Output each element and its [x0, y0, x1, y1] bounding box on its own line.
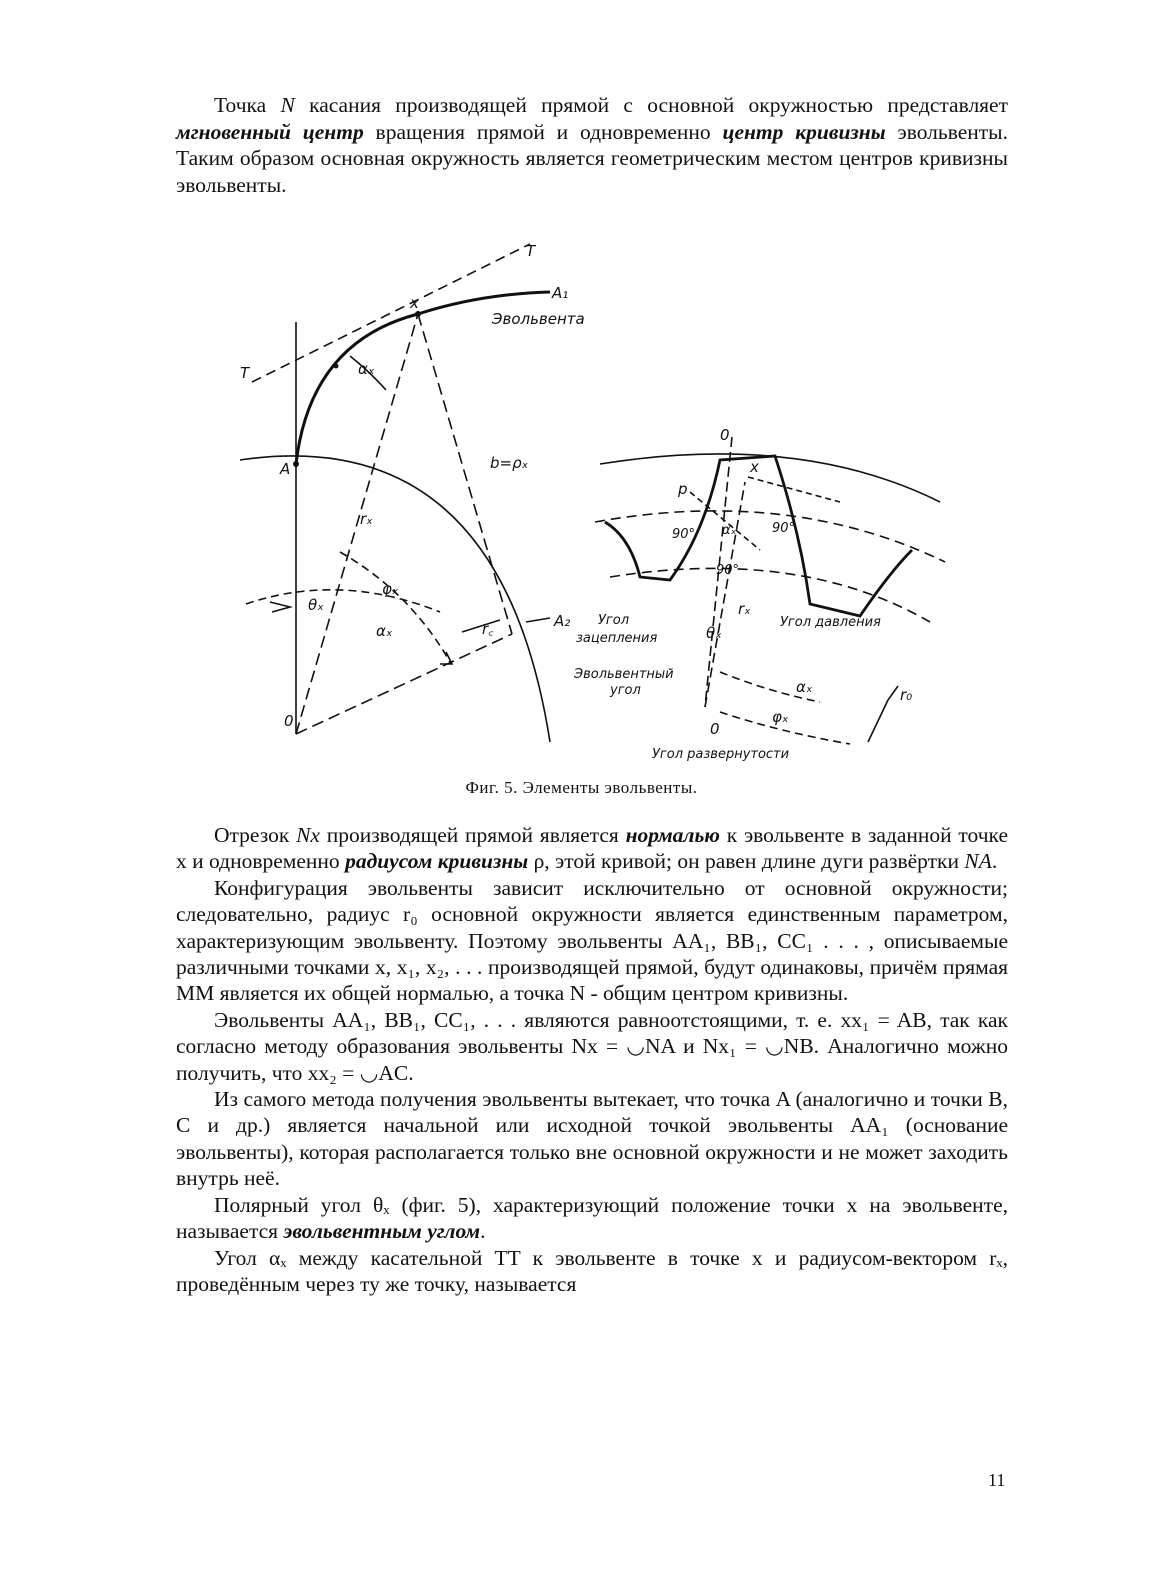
- intro-paragraph: Точка N касания производящей прямой с основной окружностью представляет мгновенный центр вращения прямой и одновременно центр кривизны эвольвенты. Таким образом основная окружность является геометрическим местом центров кривизны эвольвенты.: [176, 93, 1009, 197]
- pitch-circle-arc: [595, 511, 945, 562]
- label-alpha-x-low: αₓ: [796, 678, 813, 696]
- label-phi-x-left: φₓ: [382, 580, 399, 598]
- a2-leader: [526, 618, 550, 622]
- label-x-right: x: [750, 458, 759, 476]
- label-x-left: x: [410, 294, 419, 312]
- page-number: 11: [988, 1470, 1006, 1490]
- label-evolvent: Эвольвента: [492, 310, 585, 328]
- label-alpha-x-top: αₓ: [358, 360, 375, 378]
- label-a2: A₂: [554, 612, 571, 630]
- involute-figure: [200, 232, 980, 777]
- label-b-rho: b=ρₓ: [490, 454, 529, 472]
- label-evolvent-angle-2: угол: [610, 683, 641, 698]
- phi-arc: [340, 552, 450, 662]
- normal-line: [418, 314, 512, 634]
- label-90-b: 90°: [772, 521, 796, 536]
- label-rx-right: rₓ: [738, 600, 751, 618]
- paragraph-origin: Из самого метода получения эвольвенты вытекает, что точка A (аналогично и точки B, C и др.) является начальной или исходной точкой эвольвенты AA₁ (основание эвольвенты), которая располагается только вне основной окружности и не может заходить внутрь неё.: [176, 1087, 1008, 1191]
- label-rx-left: rₓ: [360, 510, 373, 528]
- base-circle-arc-right: [610, 568, 930, 622]
- r0-leader: [868, 700, 888, 742]
- tangent-right: [748, 477, 840, 502]
- paragraph-normal: Отрезок Nx производящей прямой является нормалью к эвольвенте в заданной точке x и одновременно радиусом кривизны ρ, этой кривой; он равен длине дуги развёртки NA.: [176, 823, 1008, 874]
- label-evolvent-angle-1: Эвольвентный: [574, 667, 674, 682]
- label-unroll-angle: Угол развернутости: [652, 747, 790, 762]
- radius-vector-rx: [296, 314, 418, 734]
- label-t-top: T: [526, 242, 536, 260]
- tangent-line-tt: [252, 244, 530, 382]
- arrow-theta: [270, 602, 290, 612]
- label-engagement-1: Угол: [598, 613, 630, 628]
- label-90-c: 90°: [716, 563, 740, 578]
- paragraph-angle-alpha: Угол αₓ между касательной TT к эвольвенте в точке x и радиусом-вектором rₓ, проведённым через ту же точку, называется: [176, 1245, 1008, 1296]
- label-p: p: [678, 480, 688, 498]
- figure-caption: Фиг. 5. Элементы эвольвенты.: [465, 778, 698, 797]
- paragraph-equidistant: Эвольвенты AA₁, BB₁, CC₁, . . . являются равноотстоящими, т. е. xx₁ = AB, так как согласно методу образования эвольвенты Nx = ◡NA и Nx₁ = ◡NB. Аналогично можно получить, что xx₂ = ◡AC.: [176, 1007, 1008, 1085]
- base-circle-arc: [240, 456, 550, 742]
- paragraph-configuration: Конфигурация эвольвенты зависит исключительно от основной окружности; следовательно, радиус r₀ основной окружности является единственным параметром, характеризующим эвольвенту. Поэтому эвольвенты AA₁, BB₁, CC₁ . . . , описываемые различными точками x, x₁, x₂, . . . производящей прямой, будут одинаковы, причём прямая MM является их общей нормалью, а точка N - общим центром кривизны.: [176, 875, 1008, 1006]
- label-phi-x-right: φₓ: [772, 708, 789, 726]
- radius-to-n: [296, 634, 512, 734]
- label-rc: r꜀: [482, 620, 494, 638]
- label-engagement-2: зацепления: [576, 631, 658, 646]
- label-o-left: 0: [284, 712, 294, 730]
- rc-leader: [462, 620, 500, 632]
- label-t-left: T: [240, 364, 250, 382]
- paragraph-polar-angle: Полярный угол θₓ (фиг. 5), характеризующий положение точки x на эвольвенте, называется эвольвентным углом.: [176, 1192, 1008, 1244]
- label-o-top-right: 0: [720, 426, 730, 444]
- point-a: [293, 461, 299, 467]
- body-text: [176, 822, 1008, 1297]
- label-a: A: [280, 460, 291, 478]
- label-alpha-x-right: αₓ: [722, 523, 737, 538]
- point-dot: [334, 364, 339, 369]
- label-90-a: 90°: [672, 527, 696, 542]
- label-theta-x-right: θₓ: [706, 624, 722, 642]
- r0-leader-2: [888, 686, 898, 700]
- label-r0: r₀: [900, 686, 913, 704]
- label-theta-x-left: θₓ: [308, 596, 324, 614]
- label-pressure: Угол давления: [780, 615, 881, 630]
- label-a1: A₁: [552, 284, 569, 302]
- label-alpha-x-left: αₓ: [376, 622, 393, 640]
- outer-circle-arc: [600, 454, 940, 502]
- label-o-bottom-right: 0: [710, 720, 720, 738]
